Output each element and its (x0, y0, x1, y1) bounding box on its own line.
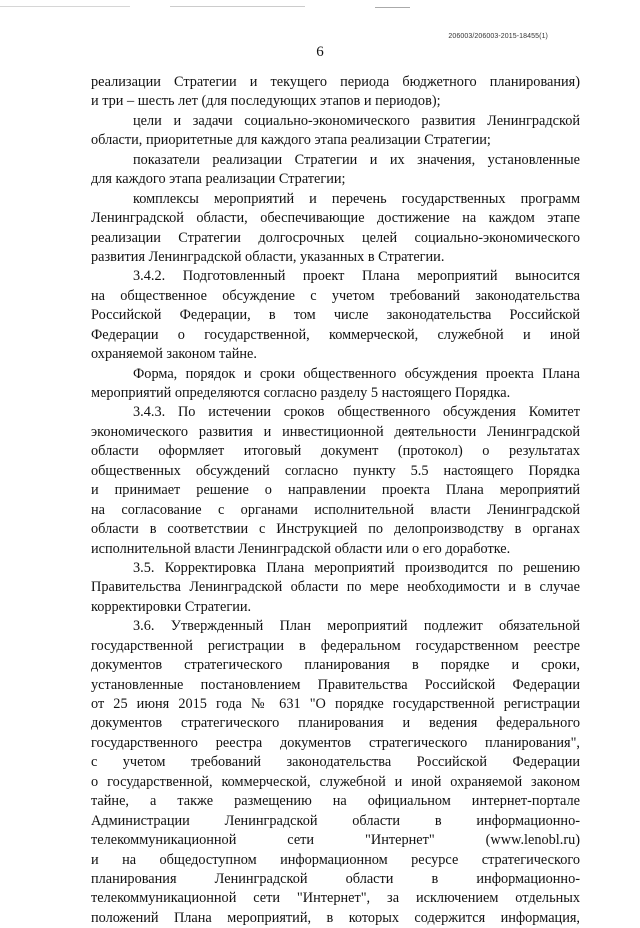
text-line: документов стратегического планирования и ведения федерального (91, 715, 580, 732)
text-line: и на общедоступном информационном ресурсе стратегического (91, 851, 580, 868)
text-line: и принимает решение о направлении проекта Плана мероприятий (91, 482, 580, 499)
text-line: установленные постановлением Правительства Российской Федерации (91, 676, 580, 693)
document-id: 206003/206003-2015-18455(1) (448, 33, 548, 40)
page-number: 6 (316, 44, 324, 60)
text-line: Администрации Ленинградской области в информационно- (91, 812, 580, 829)
text-line: экономического развития и инвестиционной деятельности Ленинградской (91, 423, 580, 440)
text-line: планирования Ленинградской области в информационно- (91, 870, 580, 887)
text-line: от 25 июня 2015 года № 631 "О порядке государственной регистрации (91, 696, 580, 712)
text-line: 3.4.3. По истечении сроков общественного обсуждения Комитет (133, 404, 580, 421)
text-line: показатели реализации Стратегии и их значения, установленные (133, 151, 580, 168)
document-body (91, 73, 580, 928)
text-line: о государственной, коммерческой, служебной и иной охраняемой законом (91, 773, 580, 790)
text-line: 3.4.2. Подготовленный проект Плана мероприятий выносится (133, 268, 580, 285)
text-line: государственного реестра документов стратегического планирования", (91, 734, 580, 751)
text-line: Федерации о государственной, коммерческой, служебной и иной (91, 326, 580, 343)
text-line: с учетом требований законодательства Российской Федерации (91, 754, 580, 771)
scan-artifact-line (0, 6, 130, 7)
text-line: тайне, а также размещению на официальном интернет-портале (91, 793, 580, 810)
text-line: реализации Стратегии долгосрочных целей социально-экономического (91, 229, 580, 246)
text-line: Форма, порядок и сроки общественного обсуждения проекта Плана (133, 365, 580, 382)
text-line: Правительства Ленинградской области по мере необходимости и в случае (91, 579, 580, 596)
text-line: на общественное обсуждение с учетом требований законодательства (91, 287, 580, 304)
text-line: области, приоритетные для каждого этапа реализации Стратегии; (91, 132, 491, 149)
text-line: области в соответствии с Инструкцией по делопроизводству в органах (91, 521, 580, 538)
text-line: цели и задачи социально-экономического развития Ленинградской (133, 112, 580, 129)
text-line: телекоммуникационной сети "Интернет" (www.lenobl.ru) (91, 832, 580, 849)
text-line: и три – шесть лет (для последующих этапов и периодов); (91, 93, 441, 110)
text-line: на согласование с органами исполнительной власти Ленинградской (91, 501, 580, 518)
text-line: для каждого этапа реализации Стратегии; (91, 171, 346, 188)
text-line: исполнительной власти Ленинградской области или о его доработке. (91, 540, 511, 557)
text-line: общественных обсуждений согласно пункту 5.5 настоящего Порядка (91, 462, 580, 479)
text-line: области оформляет итоговый документ (протокол) о результатах (91, 443, 580, 460)
text-line: Российской Федерации, в том числе законодательства Российской (91, 307, 580, 324)
text-line: телекоммуникационной сети "Интернет", за исключением отдельных (91, 890, 580, 907)
text-line: развития Ленинградской области, указанных в Стратегии. (91, 248, 445, 265)
text-line: охраняемой законом тайне. (91, 346, 257, 363)
text-line: документов стратегического планирования в порядке и сроки, (91, 657, 580, 674)
scan-artifact-line (170, 6, 305, 7)
text-line: государственной регистрации в федеральном государственном реестре (91, 637, 580, 654)
text-line: мероприятий определяются согласно разделу 5 настоящего Порядка. (91, 385, 511, 401)
text-line: 3.6. Утвержденный План мероприятий подлежит обязательной (133, 618, 580, 635)
scan-artifact-line (375, 7, 410, 8)
text-line: реализации Стратегии и текущего периода бюджетного планирования) (91, 74, 580, 90)
text-line: Ленинградской области, обеспечивающие достижение на каждом этапе (91, 210, 580, 227)
text-line: 3.5. Корректировка Плана мероприятий производится по решению (133, 559, 580, 576)
text-line: комплексы мероприятий и перечень государственных программ (133, 190, 580, 207)
text-line: положений Плана мероприятий, в которых содержится информация, (91, 909, 580, 926)
text-line: корректировки Стратегии. (91, 598, 252, 615)
